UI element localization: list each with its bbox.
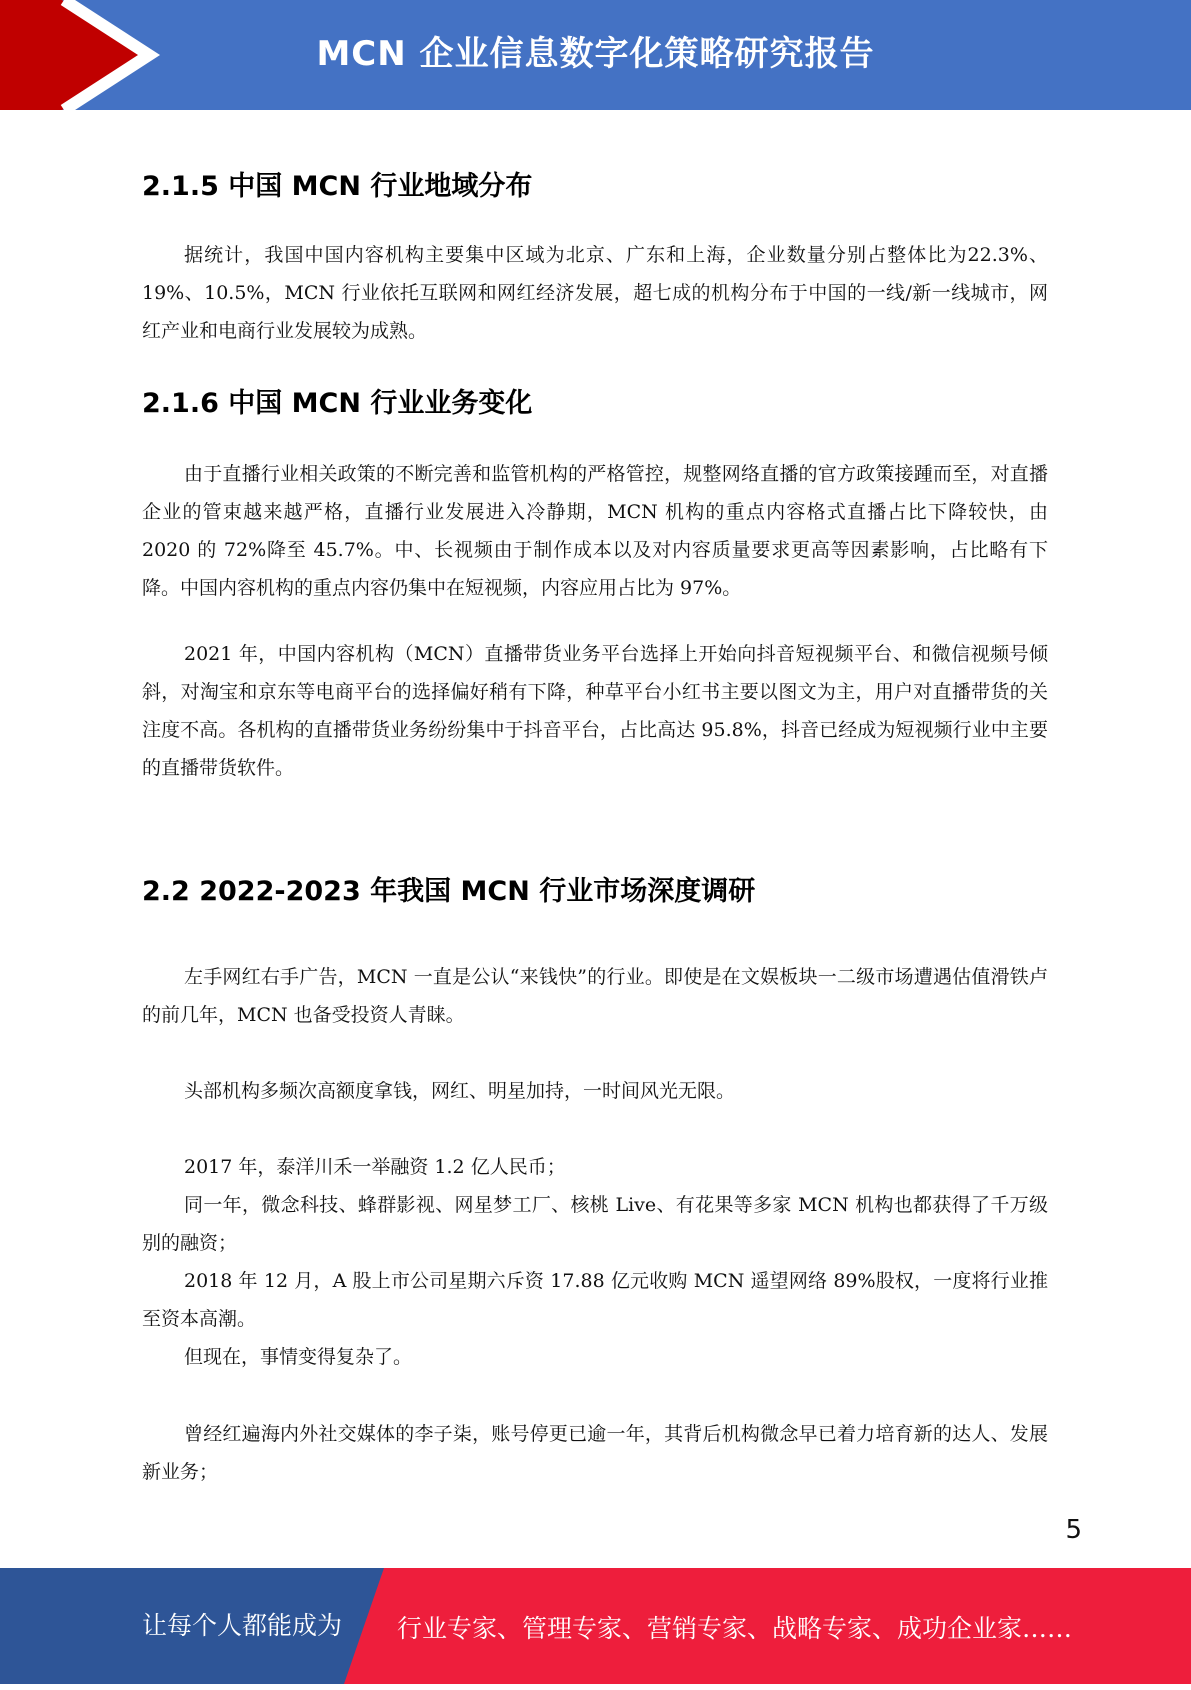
paragraph: 左手网红右手广告，MCN 一直是公认“来钱快”的行业。即使是在文娱板块一二级市场遭遇估值滑铁卢的前几年，MCN 也备受投资人青睐。 (142, 966, 1048, 1026)
paragraph: 同一年，微念科技、蜂群影视、网星梦工厂、核桃 Live、有花果等多家 MCN 机构也都获得了千万级别的融资； (142, 1194, 1048, 1254)
footer-slogan-left: 让每个人都能成为 (142, 1611, 343, 1640)
paragraph: 2018 年 12 月，A 股上市公司星期六斥资 17.88 亿元收购 MCN 遥望网络 89%股权，一度将行业推至资本高潮。 (142, 1270, 1048, 1330)
report-title: MCN 企业信息数字化策略研究报告 (316, 34, 875, 74)
page-footer (0, 1568, 1191, 1684)
paragraph: 2021 年，中国内容机构（MCN）直播带货业务平台选择上开始向抖音短视频平台、和微信视频号倾斜，对淘宝和京东等电商平台的选择偏好稍有下降，种草平台小红书主要以图文为主，用户对直播带货的关注度不高。各机构的直播带货业务纷纷集中于抖音平台，占比高达 95.8%，抖音已经成为短视频行业中主要的直播带货软件。 (142, 643, 1048, 779)
page-number: 5 (1065, 1515, 1082, 1545)
page-header (0, 0, 1191, 110)
section-heading-2-1-6: 2.1.6 中国 MCN 行业业务变化 (142, 388, 533, 419)
paragraph: 由于直播行业相关政策的不断完善和监管机构的严格管控，规整网络直播的官方政策接踵而至，对直播企业的管束越来越严格，直播行业发展进入冷静期，MCN 机构的重点内容格式直播占比下降较快，由 2020 的 72%降至 45.7%。中、长视频由于制作成本以及对内容质量要求更高等因素影响，占比略有下降。中国内容机构的重点内容仍集中在短视频，内容应用占比为 97%。 (142, 463, 1048, 599)
section-heading-2-1-5: 2.1.5 中国 MCN 行业地域分布 (142, 171, 533, 202)
paragraph: 但现在，事情变得复杂了。 (184, 1346, 413, 1368)
paragraph: 据统计，我国中国内容机构主要集中区域为北京、广东和上海，企业数量分别占整体比为22.3%、19%、10.5%，MCN 行业依托互联网和网红经济发展，超七成的机构分布于中国的一线/新一线城市，网红产业和电商行业发展较为成熟。 (142, 244, 1048, 342)
paragraph: 曾经红遍海内外社交媒体的李子柒，账号停更已逾一年，其背后机构微念早已着力培育新的达人、发展新业务； (142, 1423, 1048, 1483)
paragraph: 头部机构多频次高额度拿钱，网红、明星加持，一时间风光无限。 (184, 1080, 736, 1102)
footer-slogan-right: 行业专家、管理专家、营销专家、战略专家、成功企业家…… (397, 1614, 1073, 1643)
paragraph: 2017 年，泰洋川禾一举融资 1.2 亿人民币； (184, 1156, 566, 1178)
section-heading-2-2: 2.2 2022-2023 年我国 MCN 行业市场深度调研 (142, 876, 756, 907)
